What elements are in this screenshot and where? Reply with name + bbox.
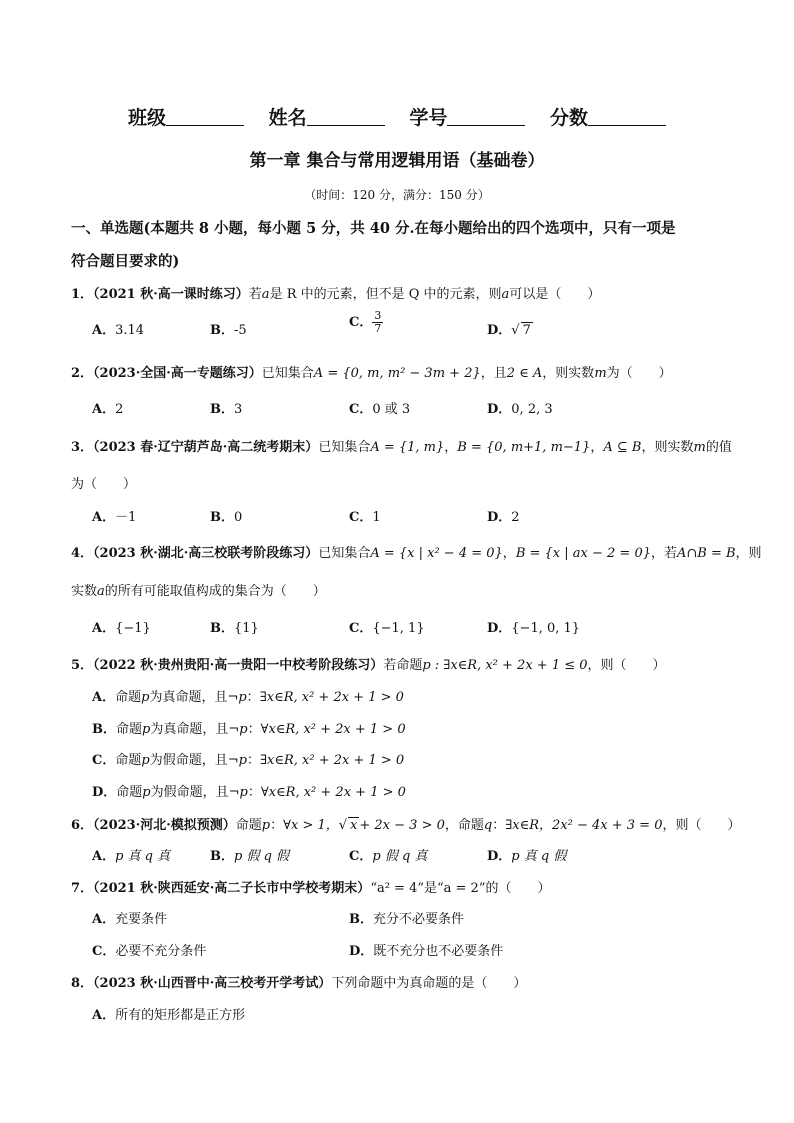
q5-option-b[interactable] [92,718,406,737]
question-8-stem [71,972,526,991]
option-text: 为真命题，且 [150,722,229,737]
q2-option-d[interactable]: D．0, 2, 3 [487,402,553,417]
q2-option-b[interactable]: B．3 [210,402,243,417]
question-number: 2． [71,366,94,381]
q4-option-a[interactable]: A．{−1} [92,621,151,636]
option-text: 2 [115,402,124,417]
question-number: 4． [71,546,94,561]
stem-text: 的所有可能取值构成的集合为（ ） [104,584,326,599]
q4-option-c[interactable]: C．{−1, 1} [349,621,425,636]
question-3-stem [71,436,732,455]
stem-text: 已知集合 [261,366,314,381]
math-var: a [501,287,510,302]
q1-option-a[interactable]: A．3.14 [92,323,145,338]
option-text: 命题 [115,753,142,768]
sqrt-radicand: 7 [522,323,531,338]
question-number: 1． [71,287,94,302]
question-source: （2023·全国·高一专题练习） [93,366,262,381]
option-text: 3.14 [115,323,145,338]
q7-option-b[interactable]: B．充分不必要条件 [349,912,465,927]
stem-text: ，且 [480,366,507,381]
math-expression: ∃x∈R, x² + 2x + 1 > 0 [259,690,404,705]
option-label: B． [92,722,116,737]
option-text: －1 [115,510,137,525]
q5-option-c[interactable] [92,749,404,768]
section-heading-line2: 符合题目要求的) [71,253,180,270]
stem-text: ，则实数 [641,440,694,455]
option-text: 0 或 3 [372,402,411,417]
q3-option-d[interactable]: D．2 [487,510,520,525]
math-expression: ∀x > 1， [283,818,339,833]
question-source: （2023 秋·山西晋中·高三校考开学考试） [93,976,332,991]
section-heading-line1: 一、单选题(本题共 8 小题，每小题 5 分，共 40 分.在每小题给出的四个选项中，只有一项是 [71,220,676,237]
q1-option-c[interactable]: C． $\frac{3}{7}$ [349,309,382,335]
stem-text: ，则（ ） [662,818,741,833]
q5-option-d[interactable] [92,781,406,800]
option-text: ： [247,722,261,737]
option-text: 3 [234,402,243,417]
stem-text: 可以是（ ） [509,287,601,302]
option-text: 所有的矩形都是正方形 [115,1008,246,1023]
question-number: 8． [71,976,94,991]
option-text: p 真 q 真 [115,849,171,864]
stem-text: 为（ ） [606,366,672,381]
option-text: 命题 [116,785,143,800]
stem-text: ，命题 [444,818,484,833]
option-text: 既不充分也不必要条件 [373,944,504,959]
question-4-stem-line2 [71,580,326,599]
math-set: A = {0, m, m² − 3m + 2} [313,366,481,381]
math-var: a [261,287,270,302]
option-text: p 假 q 真 [372,849,428,864]
option-label: D． [92,785,117,800]
class-label: 班级 [128,107,167,129]
question-source: （2022 秋·贵州贵阳·高一贵阳一中校考阶段练习） [93,658,384,673]
fraction [372,310,383,335]
question-4-stem: 4．（2023 秋·湖北·高三校联考阶段练习）已知集合A = {x | x² − 4 = 0}，B = {x | ax − 2 = 0}，若A∩B = B，则 [71,546,762,561]
question-2-stem [71,362,672,381]
q4-option-d[interactable]: D．{−1, 0, 1} [487,621,581,636]
math-neg-var: ¬p [227,690,247,705]
stem-text: ： [270,818,284,833]
q6-option-a[interactable]: A．p 真 q 真 [92,849,171,864]
stem-text: 已知集合 [318,440,371,455]
score-field[interactable] [550,103,666,130]
fraction-numerator: 3 [374,309,382,322]
q5-option-a[interactable] [92,686,404,705]
q3-option-c[interactable]: C．1 [349,510,381,525]
class-field[interactable] [128,103,244,130]
option-text: 必要不充分条件 [115,944,207,959]
math-var: m [594,366,607,381]
math-set: A = {x | x² − 4 = 0} [370,546,503,561]
option-text: {−1, 1} [372,621,425,636]
question-source: （2021 秋·陕西延安·高二子长市中学校考期末） [93,881,371,896]
stem-text: ， [590,440,604,455]
question-1-stem [71,283,600,302]
math-set: B = {0, m+1, m−1} [457,440,591,455]
question-number: 7． [71,881,94,896]
q8-option-a[interactable]: A．所有的矩形都是正方形 [92,1008,246,1023]
stem-text: 是 R 中的元素，但不是 Q 中的元素，则 [269,287,502,302]
option-text: -5 [234,323,247,338]
option-text: 为假命题，且 [150,785,229,800]
math-expression: ∃x∈R, x² + 2x + 1 > 0 [259,753,405,768]
q3-option-b[interactable]: B．0 [210,510,243,525]
option-text: p 真 q 假 [511,849,567,864]
exam-title: 第一章 集合与常用逻辑用语（基础卷） [249,151,545,171]
q2-option-a[interactable]: A．2 [92,402,124,417]
score-label: 分数 [549,107,588,129]
stem-text: 实数 [71,584,98,599]
q2-option-c[interactable]: C．0 或 3 [349,402,411,417]
question-number: 3． [71,440,94,455]
score-blank[interactable] [588,107,666,126]
math-var: p [142,722,151,737]
stem-text: 命题 [235,818,262,833]
math-expression: ∀x∈R, x² + 2x + 1 > 0 [260,785,406,800]
stem-text: 已知集合 [318,546,371,561]
option-text: {1} [234,621,259,636]
math-var: q [483,818,493,833]
option-text: {−1} [115,621,151,636]
stem-text: 的值 [705,440,732,455]
stem-text: ， [444,440,458,455]
math-proposition: p : ∃x∈R, x² + 2x + 1 ≤ 0 [422,658,588,673]
math-set: B = {x | ax − 2 = 0} [515,546,651,561]
stem-text: ，若 [650,546,677,561]
math-var: p [261,818,271,833]
option-text: ： [246,753,260,768]
math-neg-var: ¬p [228,722,248,737]
option-label: C． [92,753,116,768]
stem-text: 若命题 [383,658,423,673]
stem-text: 若 [248,287,262,302]
math-var: p [141,690,150,705]
q1-option-b[interactable]: B．-5 [210,323,247,338]
math-condition: A ⊆ B [603,440,642,455]
option-text: 为假命题，且 [149,753,228,768]
q1-option-d[interactable]: D．√ 7 [487,323,531,338]
option-text: 0, 2, 3 [511,402,553,417]
question-5-stem [71,654,666,673]
option-text: 命题 [116,722,143,737]
option-text: 0 [234,510,243,525]
fraction-denominator: 7 [374,322,382,335]
question-3-stem-line2: 为（ ） [71,477,137,492]
question-source: （2023 春·辽宁葫芦岛·高二统考期末） [93,440,319,455]
option-label: A． [92,690,116,705]
option-text: 为真命题，且 [149,690,228,705]
math-expression: ∃x∈R，2x² − 4x + 3 = 0 [505,818,663,833]
stem-text: “a² = 4”是“a = 2”的（ ） [370,881,551,896]
q6-option-c[interactable]: C．p 假 q 真 [349,849,428,864]
question-source: （2023 秋·湖北·高三校联考阶段练习） [93,546,319,561]
q4-option-b[interactable]: B．{1} [210,621,259,636]
q7-option-d[interactable]: D．既不充分也不必要条件 [349,944,504,959]
math-expression: ∀x∈R, x² + 2x + 1 > 0 [260,722,406,737]
math-var: m [693,440,706,455]
option-text: 2 [511,510,520,525]
stem-text: ，则实数 [542,366,595,381]
option-text: {−1, 0, 1} [511,621,581,636]
class-blank[interactable] [166,107,244,126]
question-source: （2021 秋·高一课时练习） [93,287,249,302]
question-number: 6． [71,818,94,833]
student-id-field[interactable] [409,103,525,130]
student-id-label: 学号 [409,107,448,129]
q3-option-a[interactable]: A．－1 [92,510,137,525]
math-var: p [141,753,150,768]
question-number: 5． [71,658,94,673]
math-var: p [142,785,151,800]
question-source: （2023·河北·模拟预测） [93,818,236,833]
stem-text: 下列命题中为真命题的是（ ） [331,976,527,991]
q6-option-b[interactable]: B．p 假 q 假 [210,849,290,864]
student-id-blank[interactable] [447,107,525,126]
stem-text: ，则 [735,546,762,561]
math-var: a [97,584,105,599]
q7-option-a[interactable]: A．充要条件 [92,912,168,927]
option-text: 1 [372,510,381,525]
option-text: 充要条件 [115,912,168,927]
name-field[interactable] [269,103,385,130]
option-text: ： [247,785,261,800]
question-6-stem: 6．（2023·河北·模拟预测）命题p：∀x > 1，√ x + 2x − 3 > 0，命题q：∃x∈R，2x² − 4x + 3 = 0，则（ ） [71,818,741,833]
q6-option-d[interactable]: D．p 真 q 假 [487,849,567,864]
name-label: 姓名 [268,107,307,129]
q7-option-c[interactable]: C．必要不充分条件 [92,944,207,959]
math-condition: 2 ∈ A [506,366,543,381]
exam-subtitle: （时间：120 分，满分：150 分） [304,188,490,202]
stem-text: ： [492,818,506,833]
question-7-stem [71,877,550,896]
student-info-line [0,103,794,130]
option-text: 充分不必要条件 [373,912,465,927]
option-text: ： [246,690,260,705]
math-set: A = {1, m} [370,440,445,455]
name-blank[interactable] [307,107,385,126]
sqrt-radicand: x [350,818,358,833]
math-neg-var: ¬p [228,785,248,800]
math-condition: A∩B = B [677,546,736,561]
math-neg-var: ¬p [227,753,247,768]
option-text: p 假 q 假 [234,849,290,864]
math-expression: + 2x − 3 > 0 [359,818,445,833]
stem-text: ，则（ ） [587,658,666,673]
option-text: 命题 [115,690,142,705]
